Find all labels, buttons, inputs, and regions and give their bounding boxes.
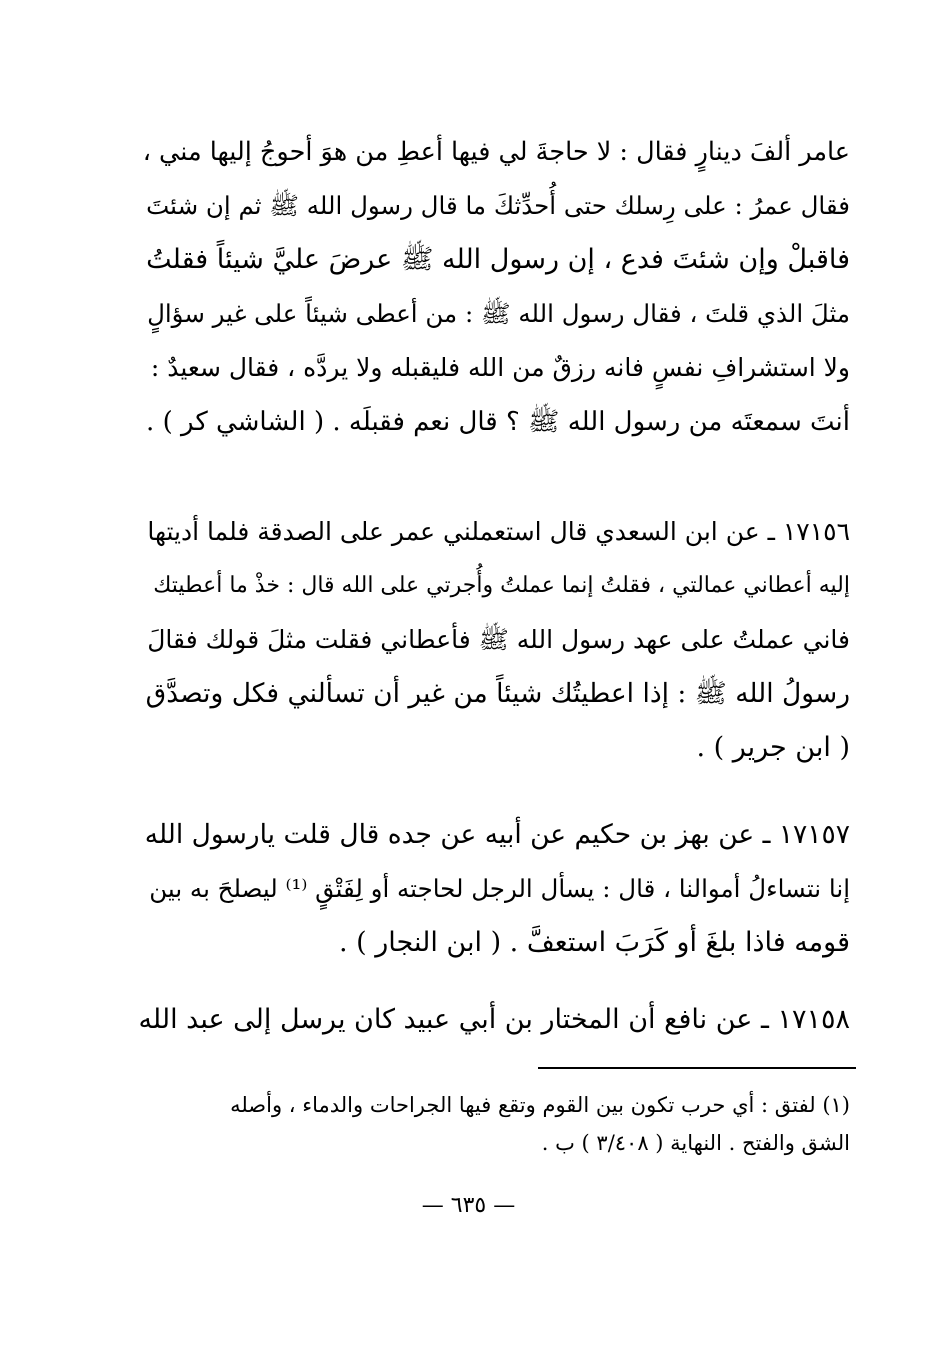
footnote xyxy=(138,1086,850,1162)
text-line: إنا نتساءلُ أموالنا ، قال : يسأل الرجل لحاجته أو لِفَتْقٍ ⁽¹⁾ ليصلحَ به بين xyxy=(149,874,850,903)
hadith-17158 xyxy=(138,993,850,1047)
text-line: قومه فاذا بلغَ أو كَرَبَ استعفَّ . ( ابن النجار ) . xyxy=(338,927,850,958)
text-line: فاني عملتُ على عهد رسول الله ﷺ فأعطاني فقلت مثلَ قولك فقالَ xyxy=(147,625,850,654)
text-line: إليه أعطاني عمالتي ، فقلتُ إنما عملتُ وأُجرتي على الله قال : خذْ ما أعطيتك xyxy=(153,573,850,598)
text-line: فقال عمرُ : على رِسلك حتى أُحدِّثكَ ما قال رسول الله ﷺ ثم إن شئتَ xyxy=(146,191,850,220)
hadith-17156 xyxy=(138,505,850,775)
text-line: مثلَ الذي قلتَ ، فقال رسول الله ﷺ : من أعطى شيئاً على غير سؤالٍ xyxy=(147,299,850,328)
hadith-17157 xyxy=(138,808,850,970)
text-line: ١٧١٥٨ ـ عن نافع أن المختار بن أبي عبيد كان يرسل إلى عبد الله xyxy=(138,1004,850,1035)
page-number: — ٦٣٥ — xyxy=(421,1193,516,1218)
footnote-line: (١) لفتق : أي حرب تكون بين القوم وتقع فيها الجراحات والدماء ، وأصله xyxy=(230,1093,850,1117)
text-line: ولا استشرافِ نفسٍ فانه رزقٌ من الله فليقبله ولا يردَّه ، فقال سعيدٌ : xyxy=(150,353,850,382)
footnote-line: الشق والفتح . النهاية ( ٣/٤٠٨ ) ب . xyxy=(541,1131,850,1155)
paragraph-continuation xyxy=(138,125,850,449)
text-line: عامر ألفَ دينارٍ فقال : لا حاجةَ لي فيها أعطِ من هوَ أحوجُ إليها مني ، xyxy=(142,137,850,167)
text-line: ( ابن جرير ) . xyxy=(696,732,850,763)
text-line: فاقبلْ وإن شئتَ فدع ، إن رسول الله ﷺ عرضَ عليَّ شيئاً فقلتُ xyxy=(146,244,850,275)
text-line: ١٧١٥٧ ـ عن بهز بن حكيم عن أبيه عن جده قال قلت يارسول الله xyxy=(144,819,850,850)
text-line: أنتَ سمعتَه من رسول الله ﷺ ؟ قال نعم فقبلَه . ( الشاشي كر ) . xyxy=(146,407,850,437)
text-line: ١٧١٥٦ ـ عن ابن السعدي قال استعملني عمر على الصدقة فلما أديتها xyxy=(147,517,850,546)
footnote-divider xyxy=(538,1067,856,1069)
text-line: رسولُ الله ﷺ : إذا اعطيتُك شيئاً من غير أن تسألني فكل وتصدَّق xyxy=(145,678,850,709)
